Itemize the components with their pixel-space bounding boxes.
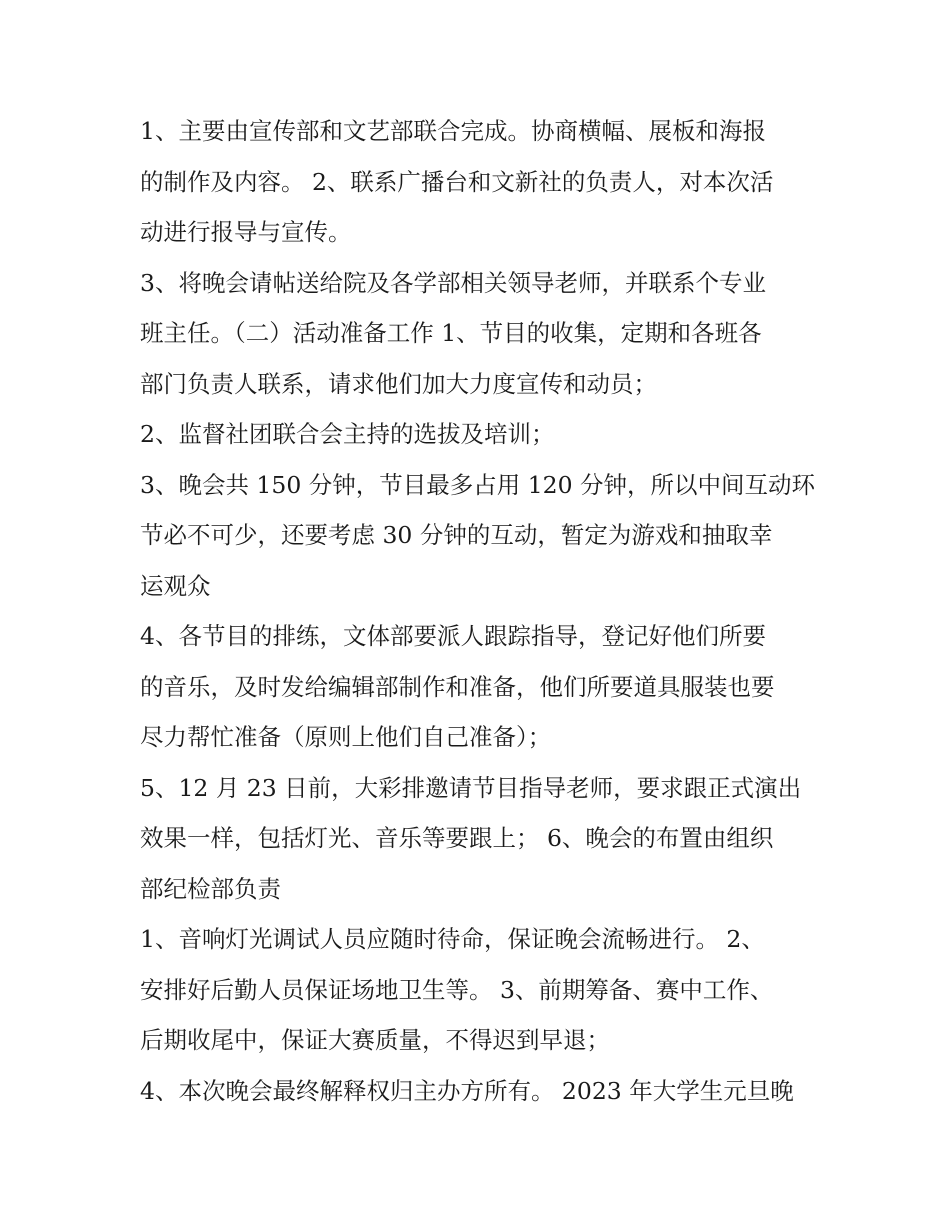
text-line: 的制作及内容。 2、联系广播台和文新社的负责人，对本次活 [140,167,774,196]
text-line: 1、主要由宣传部和文艺部联合完成。协商横幅、展板和海报 [140,117,766,145]
text-line: 1、音响灯光调试人员应随时待命，保证晚会流畅进行。 2、 [140,925,765,953]
text-line: 2、监督社团联合会主持的选拔及培训； [140,420,555,448]
text-line: 动进行报导与宣传。 [140,218,352,246]
text-line: 节必不可少，还要考虑 30 分钟的互动，暂定为游戏和抽取幸 [140,521,773,549]
text-line: 运观众 [140,571,211,600]
text-line: 3、将晚会请帖送给院及各学部相关领导老师，并联系个专业 [140,268,766,297]
text-line: 4、各节目的排练，文体部要派人跟踪指导，登记好他们所要 [140,622,766,650]
paragraph-duration [140,460,820,612]
text-line: 5、12 月 23 日前，大彩排邀请节目指导老师，要求跟正式演出 [140,773,802,802]
text-line: 安排好后勤人员保证场地卫生等。 3、前期筹备、赛中工作、 [140,975,774,1004]
text-line: 尽力帮忙准备（原则上他们自己准备）； [140,723,552,751]
paragraph-publicity [140,106,820,258]
text-line: 班主任。（二）活动准备工作 1、节目的收集，定期和各班各 [140,319,762,347]
paragraph-logistics [140,914,820,1066]
text-line: 3、晚会共 150 分钟，节目最多占用 120 分钟，所以中间互动环 [140,470,816,499]
text-line: 部门负责人联系，请求他们加大力度宣传和动员； [140,369,657,398]
document-body [140,106,820,1116]
paragraph-host-selection [140,409,820,460]
text-line: 效果一样，包括灯光、音乐等要跟上； 6、晚会的布置由组织 [140,824,774,852]
text-line: 4、本次晚会最终解释权归主办方所有。 2023 年大学生元旦晚 [140,1076,794,1105]
text-line: 部纪检部负责 [140,874,281,903]
paragraph-invitations [140,258,820,410]
paragraph-interpretation-rights [140,1066,820,1117]
text-line: 后期收尾中，保证大赛质量，不得迟到早退； [140,1026,610,1054]
paragraph-rehearsal [140,611,820,763]
text-line: 的音乐，及时发给编辑部制作和准备，他们所要道具服装也要 [140,672,775,701]
paragraph-dress-rehearsal [140,763,820,915]
